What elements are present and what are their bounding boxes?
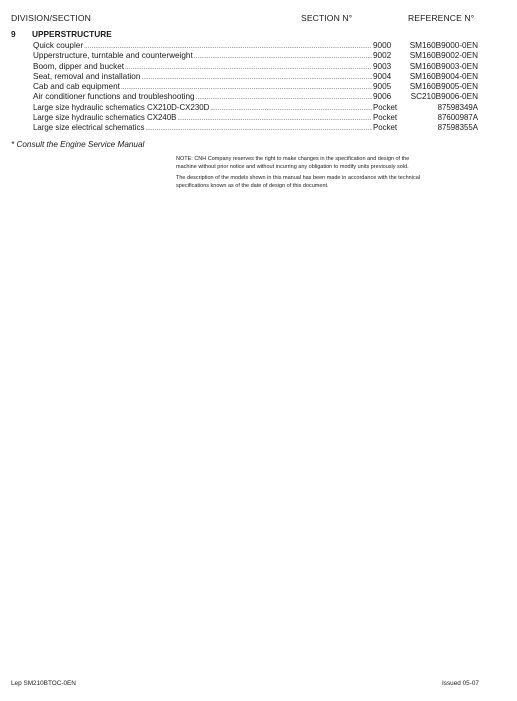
dot-leader [194, 52, 372, 62]
dot-leader [141, 73, 372, 83]
toc-row-section: 9005 [373, 82, 392, 92]
toc-row-section: 9002 [373, 51, 392, 61]
toc-row-reference: SM160B9000-0EN [409, 41, 478, 50]
toc-table [33, 41, 478, 134]
toc-row[interactable] [33, 103, 478, 113]
toc-row-reference: SM160B9003-0EN [409, 61, 478, 71]
toc-row-title: Upperstructure, turntable and counterweight [33, 51, 193, 61]
group-number: 9 [11, 29, 16, 39]
toc-row-title: Cab and cab equipment [33, 82, 120, 92]
issue-date-footer: Issued 05-07 [442, 680, 479, 687]
dot-leader [196, 93, 372, 103]
toc-row[interactable] [33, 41, 478, 51]
toc-row-title: Large size electrical schematics [33, 123, 145, 133]
toc-row-section: 9006 [373, 92, 392, 102]
toc-row[interactable] [33, 113, 478, 123]
toc-row[interactable] [33, 92, 478, 102]
toc-row-reference: SM160B9005-0EN [409, 82, 478, 92]
legal-notes [176, 156, 426, 194]
toc-row-section: Pocket [373, 102, 398, 112]
toc-row[interactable] [33, 123, 478, 133]
toc-row-title: Seat, removal and installation [33, 71, 141, 81]
model-description-note: The description of the models shown in this manual has been made in accordance with the technical specifications known as of the date of design of this document. [176, 175, 420, 189]
specification-change-note: NOTE: CNH Company reserves the right to make changes in the specification and design of the machine without prior notice and without incurring any obligation to modify units previously sold. [176, 156, 410, 170]
toc-row-reference: 87598355A [437, 123, 478, 133]
dot-leader [210, 104, 372, 114]
division-section-header: DIVISION/SECTION [11, 13, 91, 23]
toc-row-reference: 87598349A [437, 102, 478, 112]
toc-row-title: Large size hydraulic schematics CX210D-CX230D [33, 102, 210, 112]
toc-row-title: Quick coupler [33, 41, 84, 50]
dot-leader [125, 63, 372, 73]
toc-row-reference: 87600987A [437, 113, 478, 123]
toc-row-title: Boom, dipper and bucket [33, 61, 125, 71]
document-code-footer: Lep SM210BTOC-0EN [11, 680, 76, 687]
toc-row[interactable] [33, 82, 478, 92]
toc-row-section: Pocket [373, 123, 398, 133]
toc-row-section: 9004 [373, 71, 392, 81]
group-title: UPPERSTRUCTURE [32, 29, 112, 39]
toc-row-reference: SM160B9002-0EN [409, 51, 478, 61]
toc-row[interactable] [33, 62, 478, 72]
section-number-header: SECTION N° [301, 13, 353, 23]
toc-row-title: Air conditioner functions and troubleshooting [33, 92, 195, 102]
toc-row-reference: SC210B9006-0EN [410, 92, 478, 102]
toc-row-reference: SM160B9004-0EN [409, 71, 478, 81]
toc-row-section: 9000 [373, 41, 392, 50]
toc-row-title: Large size hydraulic schematics CX240B [33, 113, 177, 123]
toc-row-section: 9003 [373, 61, 392, 71]
toc-row-section: Pocket [373, 113, 398, 123]
dot-leader [145, 124, 372, 134]
reference-number-header: REFERENCE N° [408, 13, 475, 23]
toc-row[interactable] [33, 72, 478, 82]
toc-row[interactable] [33, 51, 478, 61]
dot-leader [177, 114, 372, 124]
group-heading [11, 29, 112, 39]
engine-manual-footnote: * Consult the Engine Service Manual [11, 140, 145, 149]
